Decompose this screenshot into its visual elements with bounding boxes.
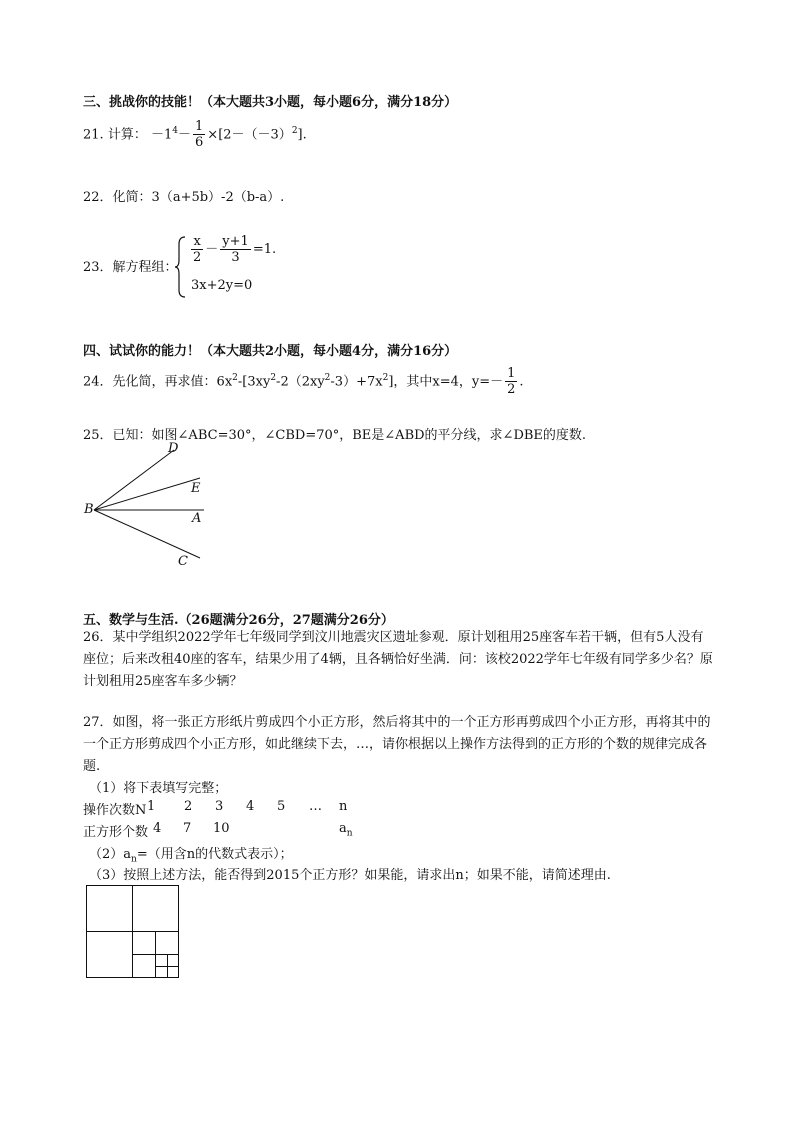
an-base: a (339, 821, 347, 836)
q21-exponent-4: 4 (172, 126, 178, 136)
q23-equation-1 (189, 234, 276, 265)
ray-be (94, 478, 200, 510)
q24-part-b: -[3xy (237, 374, 271, 390)
q21-label: 计算： (107, 127, 147, 143)
an-subscript: n (346, 828, 353, 839)
table-cell: 10 (213, 821, 230, 836)
table-cell: 4 (153, 821, 162, 836)
q24-frac-den: 2 (507, 382, 516, 398)
p2-prefix: （2）a (89, 847, 132, 862)
q21-fraction (193, 119, 205, 150)
square-subdivision-figure (86, 885, 180, 979)
q24-frac-num: 1 (507, 366, 516, 382)
q23-frac1-num: x (191, 234, 203, 250)
q24-period: . (519, 374, 524, 390)
label-e: E (191, 481, 201, 496)
question-26: 26．某中学组织2022学年七年级同学到汶川地震灾区遗址参观．原计划租用25座客车若干辆，但有5人没有座位；后来改租40座的客车，结果少用了4辆，且各辆恰好坐满．问：该校2022学年七年级有同学多少名？原计划租用25座客车多少辆？ (83, 630, 713, 689)
table-cell: 1 (147, 799, 156, 814)
brace-icon (175, 236, 187, 298)
label-d: D (168, 441, 179, 456)
q23-frac2-den: 3 (231, 250, 240, 265)
q24-sup-3: 2 (324, 373, 331, 383)
q24-sup-2: 2 (270, 373, 277, 383)
q21-expr-a: －1 (150, 127, 173, 143)
q23-minus: － (205, 242, 219, 257)
q21-frac-num: 1 (195, 119, 204, 135)
q21-expr-c: ]. (297, 127, 307, 143)
table-row-operations (83, 799, 383, 821)
row-label-squares: 正方形个数 (83, 825, 149, 840)
question-25: 25．已知：如图∠ABC=30°，∠CBD=70°，BE是∠ABD的平分线，求∠DBE的度数. (83, 428, 587, 443)
q23-label: 23．解方程组： (83, 260, 178, 275)
section-5-title: 五、数学与生活.（26题满分26分，27题满分26分） (83, 613, 394, 628)
section-3-title: 三、挑战你的技能！（本大题共3小题，每小题6分，满分18分） (83, 95, 458, 110)
label-b: B (84, 502, 94, 517)
q21-number: 21. (83, 127, 104, 143)
p2-suffix: =（用含n的代数式表示）； (136, 847, 293, 862)
q24-sup-1: 2 (232, 373, 238, 383)
q24-sup-4: 2 (382, 373, 389, 383)
q24-part-d: -3）+7x (330, 374, 383, 390)
question-24 (83, 363, 524, 397)
q23-period: . (271, 242, 277, 257)
table-cell: 7 (183, 821, 192, 836)
table-cell: 2 (184, 799, 193, 814)
q27-part-2 (89, 843, 293, 865)
q24-fraction (505, 366, 517, 397)
row-label-operations: 操作次数N (83, 803, 147, 818)
question-22: 22．化简：3（a+5b）-2（b-a）. (83, 190, 285, 205)
q21-exponent-2: 2 (291, 126, 298, 136)
q21-frac-den: 6 (195, 135, 204, 151)
table-cell: 4 (246, 799, 255, 814)
table-cell: 3 (215, 799, 224, 814)
q24-part-a: 24．先化简，再求值：6x (83, 374, 233, 390)
q23-equation-2: 3x+2y=0 (191, 278, 253, 293)
ray-bd (94, 450, 174, 510)
q21-minus: － (178, 127, 192, 143)
section-4-title: 四、试试你的能力！（本大题共2小题，每小题4分，满分16分） (83, 344, 458, 359)
table-cell: n (339, 799, 348, 814)
q23-rhs: =1 (252, 242, 272, 257)
q24-part-e: ]，其中x=4，y=－ (388, 374, 504, 390)
label-a: A (192, 511, 202, 526)
angle-figure (80, 440, 220, 570)
q23-frac2-num: y+1 (222, 234, 249, 249)
table-row-squares (83, 821, 383, 843)
question-21 (83, 116, 307, 150)
table-cell: … (309, 799, 322, 814)
q27-part-3: （3）按照上述方法，能否得到2015个正方形？如果能，请求出n；如果不能，请简述理由. (89, 868, 611, 883)
label-c: C (178, 554, 188, 569)
ray-bc (94, 510, 200, 558)
table-cell: 5 (277, 799, 286, 814)
q23-frac-y (220, 234, 251, 265)
question-27: 27．如图，将一张正方形纸片剪成四个小正方形，然后将其中的一个正方形再剪成四个小正方形，再将其中的一个正方形剪成四个小正方形，如此继续下去，…，请你根据以上操作方法得到的正方形的个数的规律完成各题. (83, 715, 711, 774)
q24-part-c: -2（2xy (276, 374, 325, 390)
q23-frac-x (191, 234, 203, 265)
table-cell-an (339, 821, 353, 839)
q23-frac1-den: 2 (193, 250, 202, 265)
q21-expr-b: ×[2－（－3） (207, 127, 292, 143)
q27-part-1: （1）将下表填写完整； (89, 781, 228, 796)
p2-subscript: n (131, 854, 137, 865)
